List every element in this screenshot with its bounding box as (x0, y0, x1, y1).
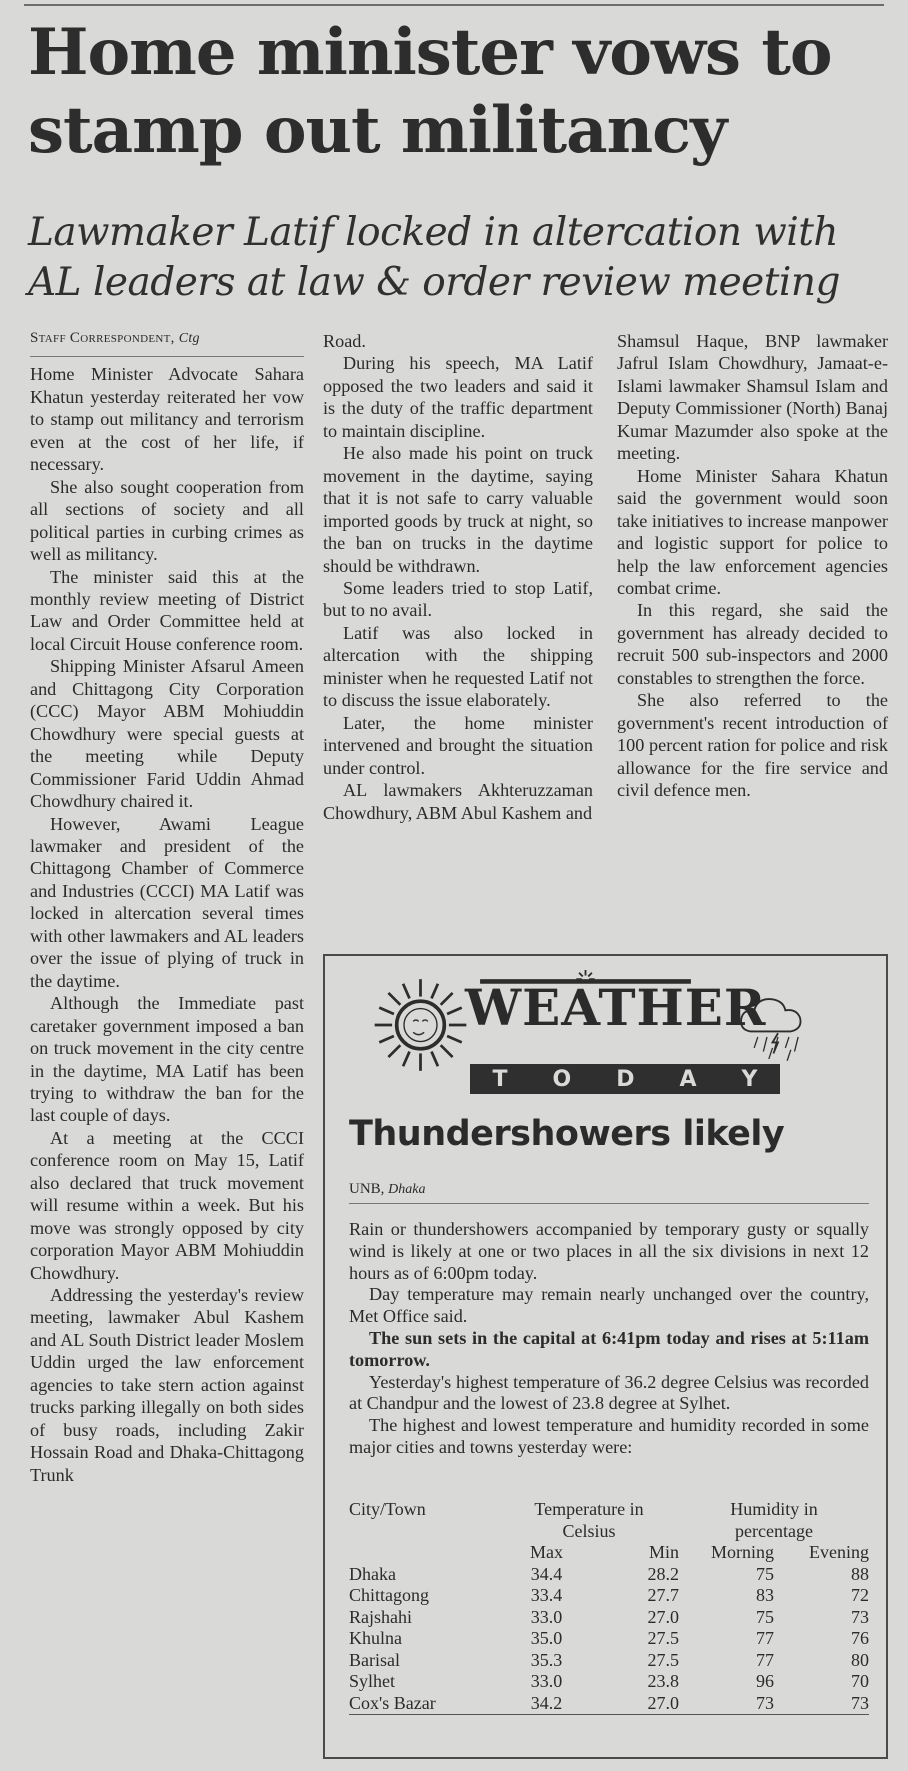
min-cell: 28.2 (647, 1563, 679, 1584)
weather-byline-agency: UNB, (349, 1181, 385, 1197)
evening-cell: 72 (851, 1585, 869, 1605)
weather-logo-today (470, 1064, 780, 1094)
max-cell: 35.3 (530, 1649, 563, 1670)
evening-cell: 73 (774, 1693, 869, 1715)
table-row (349, 1585, 869, 1607)
table-row (349, 1607, 869, 1629)
header-humidity: Humidity in (730, 1499, 818, 1519)
max-cell: 33.0 (530, 1671, 563, 1691)
min-cell: 23.8 (647, 1671, 679, 1691)
city-cell: Chittagong (349, 1585, 429, 1605)
deck (28, 208, 898, 308)
city-cell: Sylhet (349, 1671, 396, 1691)
headline (28, 14, 898, 170)
table-row (349, 1628, 869, 1650)
paragraph: He also made his point on truck movement in the daytime, saying that it is not safe to carry valuable imported goods by truck at night, so the ban on trucks in the daytime should be withdrawn. (323, 443, 593, 576)
paragraph: Rain or thundershowers accompanied by temporary gusty or squally wind is likely at one or two places in all the six divisions in next 12 hours as of 6:00pm today. (349, 1219, 869, 1283)
sun-icon (375, 979, 467, 1071)
deck-line: AL leaders at law & order review meeting (28, 260, 840, 305)
paragraph: Yesterday's highest temperature of 36.2 degree Celsius was recorded at Chandpur and the lowest of 23.8 degree at Sylhet. (349, 1371, 869, 1414)
header-morning: Morning (711, 1542, 774, 1562)
weather-headline: Thundershowers likely (349, 1114, 785, 1154)
today-letter: Y (741, 1066, 758, 1092)
max-cell: 35.0 (530, 1628, 563, 1648)
top-rule (24, 4, 884, 6)
paragraph: Although the Immediate past caretaker government imposed a ban on truck movement in the city centre in the daytime, MA Latif has been trying to withdraw the ban for the last couple of days. (30, 993, 304, 1126)
evening-cell: 76 (851, 1628, 869, 1648)
min-cell: 27.0 (647, 1606, 679, 1627)
paragraph: Addressing the yesterday's review meeting, lawmaker Abul Kashem and AL South District leader Moslem Uddin urged the law enforcement agencies to take stern action against trucks parking illegally on both sides of busy roads, including Zakir Hossain Road and Dhaka-Chittagong Trunk (30, 1285, 304, 1485)
morning-cell: 77 (756, 1649, 774, 1670)
header-max: Max (530, 1542, 563, 1562)
paragraph: During his speech, MA Latif opposed the two leaders and said it is the duty of the traffic department to maintain discipline. (323, 353, 593, 441)
min-cell: 27.5 (647, 1649, 679, 1670)
morning-cell: 73 (679, 1693, 774, 1715)
min-cell: 27.0 (594, 1693, 679, 1715)
max-cell: 34.2 (499, 1693, 594, 1715)
temperature-rows (349, 1564, 869, 1715)
table-row (349, 1693, 869, 1715)
paragraph: Home Minister Sahara Khatun said the government would soon take initiatives to increase manpower and logistic support for police to help the law enforcement agencies combat crime. (617, 465, 888, 598)
morning-cell: 75 (756, 1606, 774, 1627)
paragraph: In this regard, she said the government has already decided to recruit 500 sub-inspectors and 2000 constables to strengthen the force. (617, 600, 888, 688)
morning-cell: 96 (756, 1671, 774, 1691)
weather-byline-city: Dhaka (388, 1182, 426, 1197)
paragraph: Some leaders tried to stop Latif, but to no avail. (323, 577, 593, 621)
paragraph: Day temperature may remain nearly unchanged over the country, Met Office said. (349, 1284, 869, 1327)
evening-cell: 70 (851, 1671, 869, 1691)
max-cell: 34.4 (530, 1563, 563, 1584)
max-cell: 33.4 (530, 1585, 563, 1605)
today-letter: T (492, 1066, 508, 1092)
paragraph: Home Minister Advocate Sahara Khatun yesterday reiterated her vow to stamp out militancy and terrorism even at the cost of her life, if necessary. (30, 364, 304, 475)
min-cell: 27.7 (647, 1585, 679, 1605)
table-row (349, 1671, 869, 1693)
table-row (349, 1564, 869, 1586)
header-temperature-unit: Celsius (562, 1520, 616, 1541)
evening-cell: 73 (851, 1606, 869, 1627)
byline-city: Ctg (178, 331, 200, 346)
city-cell: Rajshahi (349, 1606, 412, 1627)
weather-byline (349, 1181, 869, 1204)
table-row (349, 1650, 869, 1672)
city-cell: Cox's Bazar (349, 1693, 499, 1715)
evening-cell: 88 (851, 1563, 869, 1584)
paragraph: Shipping Minister Afsarul Ameen and Chittagong City Corporation (CCC) Mayor ABM Mohiuddin Chowdhury were special guests at the meeting while Deputy Commissioner Farid Uddin Ahmad Chowdhury chaired it. (30, 656, 304, 812)
paragraph: The sun sets in the capital at 6:41pm today and rises at 5:11am tomorrow. (349, 1327, 869, 1370)
headline-line: stamp out militancy (28, 93, 727, 168)
article-column-1 (30, 327, 304, 1486)
weather-logo-title: WEATHER (465, 978, 767, 1037)
paragraph: Road. (323, 331, 366, 351)
paragraph: However, Awami League lawmaker and president of the Chittagong Chamber of Commerce and Industries (CCCI) MA Latif was locked in altercation several times with other lawmakers and AL leaders over the issue of plying of truck in the daytime. (30, 813, 304, 991)
header-evening: Evening (809, 1542, 869, 1562)
headline-line: Home minister vows to (28, 15, 832, 90)
article-column-2 (323, 330, 593, 824)
city-cell: Barisal (349, 1649, 400, 1670)
weather-box (323, 954, 888, 1759)
byline-author: Staff Correspondent, (30, 330, 175, 346)
today-letter: D (616, 1066, 635, 1092)
deck-line: Lawmaker Latif locked in altercation with (28, 210, 839, 255)
header-city: City/Town (349, 1499, 426, 1519)
header-min: Min (648, 1542, 679, 1562)
today-letter: A (679, 1066, 697, 1092)
paragraph: AL lawmakers Akhteruzzaman Chowdhury, ABM Abul Kashem and (323, 780, 593, 823)
header-humidity-unit: percentage (735, 1520, 813, 1541)
paragraph: Latif was also locked in altercation with the shipping minister when he requested Latif not to discuss the issue elaborately. (323, 622, 593, 711)
paragraph: Later, the home minister intervened and brought the situation under control. (323, 712, 593, 778)
weather-body (349, 1219, 869, 1459)
temperature-table (349, 1499, 869, 1715)
city-cell: Dhaka (349, 1563, 396, 1584)
article-column-3 (617, 330, 888, 802)
morning-cell: 77 (756, 1628, 774, 1648)
paragraph: The minister said this at the monthly review meeting of District Law and Order Committee held at local Circuit House conference room. (30, 566, 304, 654)
paragraph: She also sought cooperation from all sections of society and all political parties in curbing crimes as well as militancy. (30, 476, 304, 565)
paragraph: The highest and lowest temperature and humidity recorded in some major cities and towns yesterday were: (349, 1415, 869, 1457)
today-letter: O (552, 1066, 572, 1092)
byline (30, 327, 304, 357)
morning-cell: 83 (756, 1585, 774, 1605)
paragraph: She also referred to the government's recent introduction of 100 percent ration for police and risk allowance for the fire service and civil defence men. (617, 690, 888, 801)
paragraph: Shamsul Haque, BNP lawmaker Jafrul Islam Chowdhury, Jamaat-e-Islami lawmaker Shamsul Islam and Deputy Commissioner (North) Banaj Kumar Mazumder also spoke at the meeting. (617, 331, 888, 464)
evening-cell: 80 (851, 1649, 869, 1670)
morning-cell: 75 (756, 1563, 774, 1584)
city-cell: Khulna (349, 1628, 402, 1648)
min-cell: 27.5 (647, 1628, 679, 1648)
max-cell: 33.0 (530, 1606, 563, 1627)
header-temperature: Temperature in (534, 1499, 644, 1519)
paragraph: At a meeting at the CCCI conference room on May 15, Latif also declared that truck movement will resume within a week. But his move was strongly opposed by city corporation Mayor ABM Mohiuddin Chowdhury. (30, 1127, 304, 1283)
